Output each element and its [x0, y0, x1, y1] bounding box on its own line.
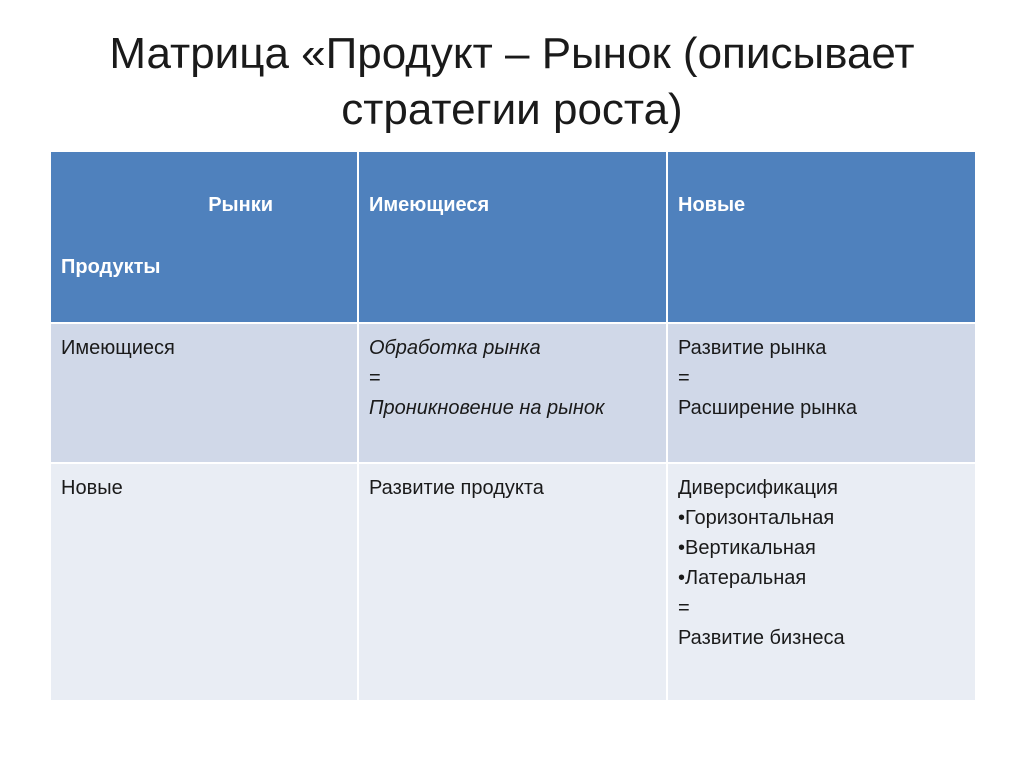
- cell-text: •Латеральная: [678, 567, 807, 589]
- cell-text: =: [678, 597, 690, 619]
- slide-title: [40, 26, 984, 138]
- cell-text: Развитие рынка: [678, 337, 827, 359]
- row-label-new-products: Новые: [50, 463, 358, 701]
- title-line-1: Матрица «Продукт – Рынок (описывает: [109, 29, 915, 78]
- matrix-corner-cell: [50, 151, 358, 323]
- header-existing-markets: Имеющиеся: [358, 151, 667, 323]
- cell-diversification: [667, 463, 976, 701]
- corner-products-label: Продукты: [61, 256, 161, 278]
- matrix-row-new-products: [50, 463, 976, 701]
- cell-text: •Горизонтальная: [678, 507, 835, 529]
- cell-product-development: [358, 463, 667, 701]
- cell-text: =: [678, 367, 690, 389]
- cell-text: Расширение рынка: [678, 397, 858, 419]
- cell-text: •Вертикальная: [678, 537, 816, 559]
- matrix-header-row: [50, 151, 976, 323]
- corner-markets-label: Рынки: [208, 194, 273, 216]
- product-market-matrix: [49, 150, 977, 702]
- cell-text: Развитие продукта: [369, 477, 544, 499]
- cell-text: Развитие бизнеса: [678, 627, 845, 649]
- header-new-markets: Новые: [667, 151, 976, 323]
- title-line-2: стратегии роста): [341, 85, 683, 134]
- cell-text: =: [369, 367, 381, 389]
- matrix-row-existing-products: [50, 323, 976, 463]
- cell-text: Проникновение на рынок: [369, 397, 605, 419]
- cell-market-penetration: [358, 323, 667, 463]
- cell-text: Диверсификация: [678, 477, 838, 499]
- row-label-existing-products: Имеющиеся: [50, 323, 358, 463]
- cell-market-development: [667, 323, 976, 463]
- cell-text: Обработка рынка: [369, 337, 541, 359]
